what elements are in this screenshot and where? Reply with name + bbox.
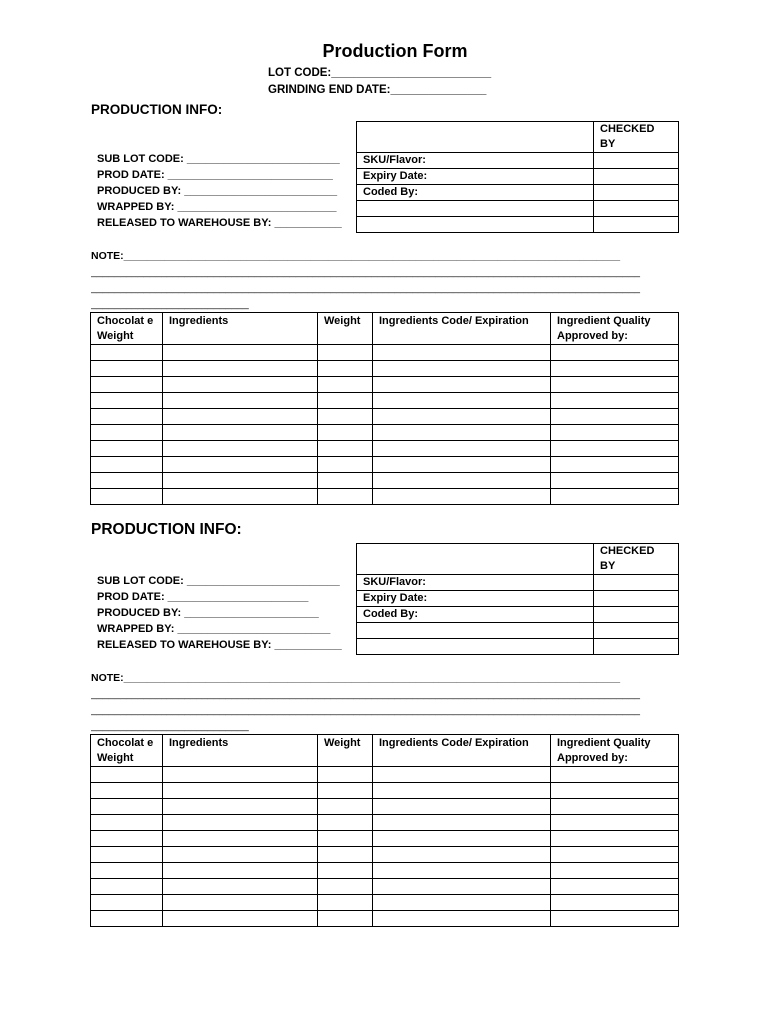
table-cell[interactable] <box>373 863 551 879</box>
table-cell[interactable] <box>163 831 318 847</box>
table-cell[interactable] <box>163 441 318 457</box>
ingredients-body <box>91 345 679 505</box>
table-row <box>91 767 679 783</box>
table-cell[interactable] <box>373 815 551 831</box>
table-cell[interactable] <box>551 393 679 409</box>
table-cell[interactable] <box>91 345 163 361</box>
check-table-header-blank <box>357 122 594 153</box>
col-header-weight: Weight <box>318 735 373 767</box>
table-cell[interactable] <box>373 879 551 895</box>
table-cell[interactable] <box>551 409 679 425</box>
table-cell[interactable] <box>551 879 679 895</box>
table-cell[interactable] <box>551 799 679 815</box>
table-row <box>91 377 679 393</box>
table-cell[interactable] <box>163 345 318 361</box>
table-row <box>91 393 679 409</box>
table-cell[interactable] <box>163 911 318 927</box>
check-label[interactable] <box>357 639 594 655</box>
check-label[interactable] <box>357 201 594 217</box>
check-label: Expiry Date: <box>357 169 594 185</box>
table-row <box>91 879 679 895</box>
note-line[interactable]: ______________________________________________________________________________________________ <box>91 704 640 716</box>
table-cell[interactable] <box>373 457 551 473</box>
check-cell[interactable] <box>594 623 679 639</box>
table-cell[interactable] <box>91 911 163 927</box>
table-cell[interactable] <box>373 783 551 799</box>
checked-by-header: CHECKED BY <box>594 544 679 575</box>
check-table <box>356 543 679 655</box>
produced-by-field[interactable]: PRODUCED BY: _________________________ <box>97 185 338 197</box>
table-cell[interactable] <box>373 361 551 377</box>
table-row <box>91 457 679 473</box>
table-cell[interactable] <box>373 377 551 393</box>
table-cell[interactable] <box>551 847 679 863</box>
table-cell[interactable] <box>318 393 373 409</box>
table-row <box>91 425 679 441</box>
col-header-quality-approved: Ingredient Quality Approved by: <box>551 313 679 345</box>
table-row <box>91 441 679 457</box>
table-cell[interactable] <box>373 847 551 863</box>
table-cell[interactable] <box>318 441 373 457</box>
wrapped-by-field[interactable]: WRAPPED BY: __________________________ <box>97 201 337 213</box>
table-row <box>91 863 679 879</box>
check-label[interactable] <box>357 217 594 233</box>
note-line[interactable]: ___________________________ <box>91 298 249 310</box>
check-label: Expiry Date: <box>357 591 594 607</box>
table-cell[interactable] <box>163 895 318 911</box>
table-cell[interactable] <box>91 831 163 847</box>
col-header-ingredients-code: Ingredients Code/ Expiration <box>373 313 551 345</box>
table-cell[interactable] <box>318 863 373 879</box>
table-cell[interactable] <box>163 847 318 863</box>
col-header-ingredients: Ingredients <box>163 735 318 767</box>
table-cell[interactable] <box>163 361 318 377</box>
table-cell[interactable] <box>163 377 318 393</box>
table-cell[interactable] <box>551 895 679 911</box>
check-cell[interactable] <box>594 639 679 655</box>
col-header-ingredients: Ingredients <box>163 313 318 345</box>
note-label[interactable]: NOTE:_____________________________________________________________________________________ <box>91 672 621 684</box>
table-cell[interactable] <box>318 799 373 815</box>
table-cell[interactable] <box>163 815 318 831</box>
section-title: PRODUCTION INFO: <box>91 521 242 538</box>
table-cell[interactable] <box>91 799 163 815</box>
col-header-weight: Weight <box>318 313 373 345</box>
table-cell[interactable] <box>551 377 679 393</box>
table-row <box>91 489 679 505</box>
check-cell[interactable] <box>594 607 679 623</box>
table-cell[interactable] <box>163 783 318 799</box>
ingredients-body <box>91 767 679 927</box>
table-cell[interactable] <box>163 473 318 489</box>
table-cell[interactable] <box>91 815 163 831</box>
table-cell[interactable] <box>551 783 679 799</box>
prod-date-field[interactable]: PROD DATE: _______________________ <box>97 591 309 603</box>
table-cell[interactable] <box>91 441 163 457</box>
table-cell[interactable] <box>91 377 163 393</box>
released-to-warehouse-field[interactable]: RELEASED TO WAREHOUSE BY: ___________ <box>97 217 342 229</box>
note-line[interactable]: ______________________________________________________________________________________________ <box>91 282 640 294</box>
table-cell[interactable] <box>91 409 163 425</box>
table-cell[interactable] <box>163 457 318 473</box>
table-cell[interactable] <box>318 361 373 377</box>
table-row <box>91 783 679 799</box>
table-cell[interactable] <box>318 895 373 911</box>
check-label: SKU/Flavor: <box>357 575 594 591</box>
table-cell[interactable] <box>163 799 318 815</box>
table-cell[interactable] <box>373 489 551 505</box>
check-cell[interactable] <box>594 201 679 217</box>
table-cell[interactable] <box>318 457 373 473</box>
col-header-chocolate-weight: Chocolat e Weight <box>91 735 163 767</box>
table-cell[interactable] <box>551 767 679 783</box>
table-cell[interactable] <box>318 783 373 799</box>
col-header-ingredients-code: Ingredients Code/ Expiration <box>373 735 551 767</box>
released-to-warehouse-field[interactable]: RELEASED TO WAREHOUSE BY: ___________ <box>97 639 342 651</box>
table-cell[interactable] <box>163 767 318 783</box>
sub-lot-code-field[interactable]: SUB LOT CODE: _________________________ <box>97 153 340 165</box>
table-cell[interactable] <box>163 425 318 441</box>
table-cell[interactable] <box>373 345 551 361</box>
table-row <box>91 473 679 489</box>
table-cell[interactable] <box>91 361 163 377</box>
check-cell[interactable] <box>594 169 679 185</box>
table-cell[interactable] <box>91 879 163 895</box>
table-cell[interactable] <box>373 799 551 815</box>
table-cell[interactable] <box>318 409 373 425</box>
table-cell[interactable] <box>318 425 373 441</box>
table-cell[interactable] <box>318 377 373 393</box>
table-cell[interactable] <box>551 831 679 847</box>
table-cell[interactable] <box>163 393 318 409</box>
table-row <box>91 831 679 847</box>
table-row <box>91 895 679 911</box>
sub-lot-code-field[interactable]: SUB LOT CODE: _________________________ <box>97 575 340 587</box>
table-cell[interactable] <box>318 831 373 847</box>
table-cell[interactable] <box>318 911 373 927</box>
table-row <box>91 799 679 815</box>
table-cell[interactable] <box>91 783 163 799</box>
table-cell[interactable] <box>163 863 318 879</box>
table-cell[interactable] <box>551 345 679 361</box>
table-cell[interactable] <box>551 911 679 927</box>
table-cell[interactable] <box>373 911 551 927</box>
table-cell[interactable] <box>163 489 318 505</box>
table-cell[interactable] <box>91 847 163 863</box>
table-cell[interactable] <box>318 815 373 831</box>
check-cell[interactable] <box>594 153 679 169</box>
table-cell[interactable] <box>551 473 679 489</box>
table-cell[interactable] <box>551 457 679 473</box>
check-label: SKU/Flavor: <box>357 153 594 169</box>
table-cell[interactable] <box>373 767 551 783</box>
table-cell[interactable] <box>91 425 163 441</box>
table-cell[interactable] <box>318 847 373 863</box>
table-cell[interactable] <box>91 457 163 473</box>
col-header-chocolate-weight: Chocolat e Weight <box>91 313 163 345</box>
check-label: Coded By: <box>357 607 594 623</box>
check-cell[interactable] <box>594 591 679 607</box>
lot-code-field[interactable]: LOT CODE:_________________________ <box>268 67 492 79</box>
table-cell[interactable] <box>551 425 679 441</box>
note-label-text: NOTE: <box>91 250 124 262</box>
checked-by-header: CHECKED BY <box>594 122 679 153</box>
check-table-header-blank <box>357 544 594 575</box>
produced-by-field[interactable]: PRODUCED BY: ______________________ <box>97 607 319 619</box>
table-cell[interactable] <box>551 815 679 831</box>
grinding-end-date-field[interactable]: GRINDING END DATE:_______________ <box>268 84 487 96</box>
table-cell[interactable] <box>163 879 318 895</box>
table-cell[interactable] <box>163 409 318 425</box>
table-cell[interactable] <box>373 425 551 441</box>
note-line[interactable]: ______________________________________________________________________________________________ <box>91 688 640 700</box>
table-cell[interactable] <box>373 393 551 409</box>
table-cell[interactable] <box>91 489 163 505</box>
table-row <box>91 361 679 377</box>
table-cell[interactable] <box>91 393 163 409</box>
table-cell[interactable] <box>318 489 373 505</box>
table-cell[interactable] <box>318 345 373 361</box>
ingredients-table <box>90 312 679 505</box>
section-title: PRODUCTION INFO: <box>91 102 223 117</box>
table-cell[interactable] <box>318 767 373 783</box>
ingredients-table <box>90 734 679 927</box>
table-row <box>91 815 679 831</box>
note-line[interactable]: ___________________________ <box>91 720 249 732</box>
table-cell[interactable] <box>373 441 551 457</box>
table-cell[interactable] <box>551 361 679 377</box>
note-label[interactable]: NOTE:_____________________________________________________________________________________ <box>91 250 621 262</box>
table-cell[interactable] <box>91 767 163 783</box>
table-cell[interactable] <box>551 441 679 457</box>
table-cell[interactable] <box>91 895 163 911</box>
table-cell[interactable] <box>318 473 373 489</box>
table-cell[interactable] <box>551 863 679 879</box>
check-label[interactable] <box>357 623 594 639</box>
table-cell[interactable] <box>373 895 551 911</box>
table-cell[interactable] <box>91 473 163 489</box>
table-cell[interactable] <box>373 831 551 847</box>
table-row <box>91 345 679 361</box>
table-cell[interactable] <box>373 409 551 425</box>
col-header-quality-approved: Ingredient Quality Approved by: <box>551 735 679 767</box>
table-cell[interactable] <box>373 473 551 489</box>
check-cell[interactable] <box>594 217 679 233</box>
prod-date-field[interactable]: PROD DATE: ___________________________ <box>97 169 333 181</box>
check-cell[interactable] <box>594 185 679 201</box>
table-row <box>91 409 679 425</box>
table-row <box>91 847 679 863</box>
wrapped-by-field[interactable]: WRAPPED BY: _________________________ <box>97 623 331 635</box>
check-label: Coded By: <box>357 185 594 201</box>
note-line[interactable]: ______________________________________________________________________________________________ <box>91 266 640 278</box>
table-cell[interactable] <box>91 863 163 879</box>
table-cell[interactable] <box>318 879 373 895</box>
check-cell[interactable] <box>594 575 679 591</box>
table-row <box>91 911 679 927</box>
note-label-text: NOTE: <box>91 672 124 684</box>
table-cell[interactable] <box>551 489 679 505</box>
check-table <box>356 121 679 233</box>
form-title: Production Form <box>322 41 468 61</box>
